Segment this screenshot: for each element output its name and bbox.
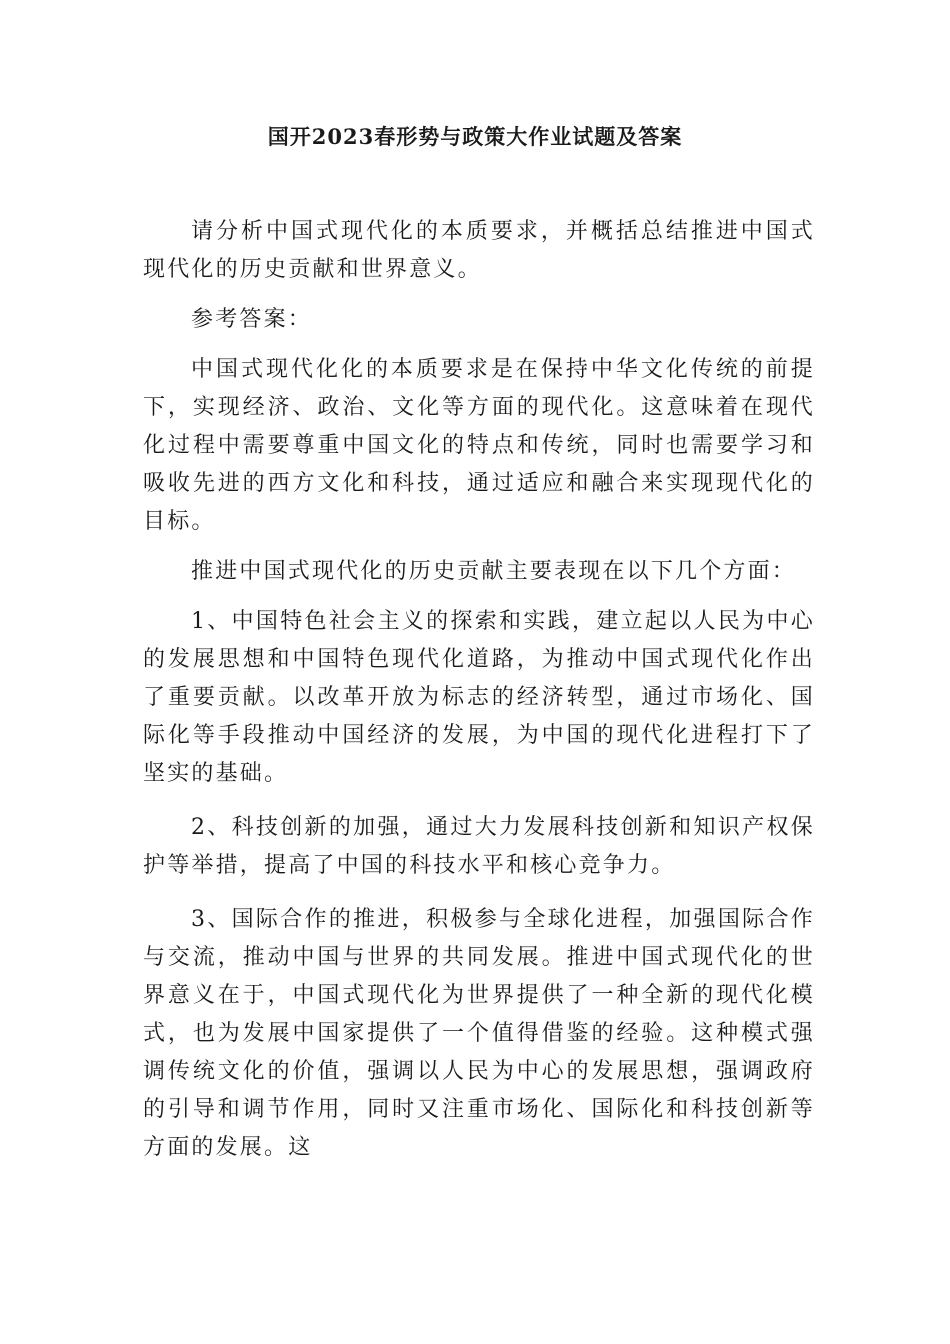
answer-paragraph-point-1: 1、中国特色社会主义的探索和实践，建立起以人民为中心的发展思想和中国特色现代化道路，为推动中国式现代化作出了重要贡献。以改革开放为标志的经济转型，通过市场化、国际化等手段推动中国经济的发展，为中国的现代化进程打下了坚实的基础。 bbox=[143, 609, 815, 786]
answer-label: 参考答案： bbox=[191, 307, 313, 332]
question-paragraph: 请分析中国式现代化的本质要求，并概括总结推进中国式现代化的历史贡献和世界意义。 bbox=[143, 219, 815, 282]
answer-paragraph-point-2: 2、科技创新的加强，通过大力发展科技创新和知识产权保护等举措，提高了中国的科技水平和核心竞争力。 bbox=[143, 815, 815, 878]
document-title: 国开2023春形势与政策大作业试题及答案 bbox=[267, 124, 683, 149]
answer-paragraph-point-3: 3、国际合作的推进，积极参与全球化进程，加强国际合作与交流，推动中国与世界的共同发展。推进中国式现代化的世界意义在于，中国式现代化为世界提供了一种全新的现代化模式，也为发展中国家提供了一个值得借鉴的经验。这种模式强调传统文化的价值，强调以人民为中心的发展思想，强调政府的引导和调节作用，同时又注重市场化、国际化和科技创新等方面的发展。这 bbox=[143, 907, 815, 1160]
document-body bbox=[143, 213, 815, 1167]
answer-paragraph-essence: 中国式现代化化的本质要求是在保持中华文化传统的前提下，实现经济、政治、文化等方面的现代化。这意味着在现代化过程中需要尊重中国文化的特点和传统，同时也需要学习和吸收先进的西方文化和科技，通过适应和融合来实现现代化的目标。 bbox=[143, 357, 815, 534]
answer-paragraph-contributions-intro: 推进中国式现代化的历史贡献主要表现在以下几个方面： bbox=[191, 559, 797, 584]
